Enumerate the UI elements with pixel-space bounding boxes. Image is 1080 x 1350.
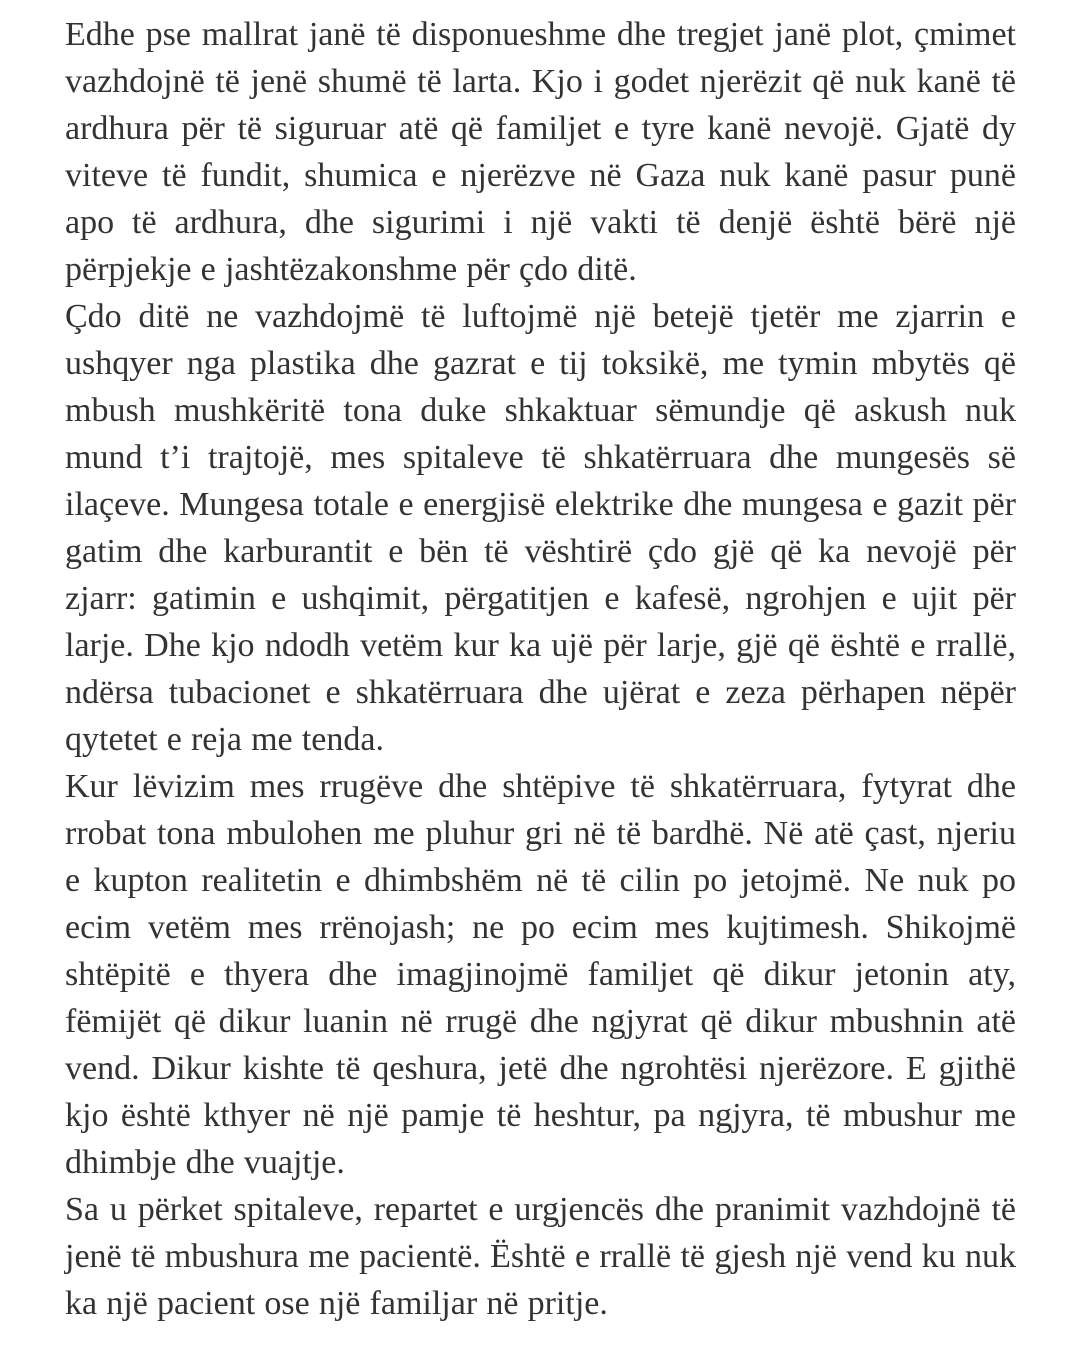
- paragraph-1: Edhe pse mallrat janë të disponueshme dhe tregjet janë plot, çmimet vazhdojnë të jenë shumë të larta. Kjo i godet njerëzit që nuk kanë të ardhura për të siguruar atë që familjet e tyre kanë nevojë. Gjatë dy viteve të fundit, shumica e njerëzve në Gaza nuk kanë pasur punë apo të ardhura, dhe sigurimi i një vakti të denjë është bërë një përpjekje e jashtëzakonshme për çdo ditë.: [65, 16, 1016, 288]
- paragraph-2: Çdo ditë ne vazhdojmë të luftojmë një betejë tjetër me zjarrin e ushqyer nga plastika dhe gazrat e tij toksikë, me tymin mbytës që mbush mushkëritë tona duke shkaktuar sëmundje që askush nuk mund t’i trajtojë, mes spitaleve të shkatërruara dhe mungesës së ilaçeve. Mungesa totale e energjisë elektrike dhe mungesa e gazit për gatim dhe karburantit e bën të vështirë çdo gjë që ka nevojë për zjarr: gatimin e ushqimit, përgatitjen e kafesë, ngrohjen e ujit për larje. Dhe kjo ndodh vetëm kur ka ujë për larje, gjë që është e rrallë, ndërsa tubacionet e shkatërruara dhe ujërat e zeza përhapen nëpër qytetet e reja me tenda.: [65, 298, 1016, 758]
- paragraph-4: Sa u përket spitaleve, repartet e urgjencës dhe pranimit vazhdojnë të jenë të mbushura me pacientë. Është e rrallë të gjesh një vend ku nuk ka një pacient ose një familjar në pritje.: [65, 1191, 1016, 1322]
- paragraph-3: Kur lëvizim mes rrugëve dhe shtëpive të shkatërruara, fytyrat dhe rrobat tona mbulohen me pluhur gri në të bardhë. Në atë çast, njeriu e kupton realitetin e dhimbshëm në të cilin po jetojmë. Ne nuk po ecim vetëm mes rrënojash; ne po ecim mes kujtimesh. Shikojmë shtëpitë e thyera dhe imagjinojmë familjet që dikur jetonin aty, fëmijët që dikur luanin në rrugë dhe ngjyrat që dikur mbushnin atë vend. Dikur kishte të qeshura, jetë dhe ngrohtësi njerëzore. E gjithë kjo është kthyer në një pamje të heshtur, pa ngjyra, të mbushur me dhimbje dhe vuajtje.: [65, 768, 1016, 1181]
